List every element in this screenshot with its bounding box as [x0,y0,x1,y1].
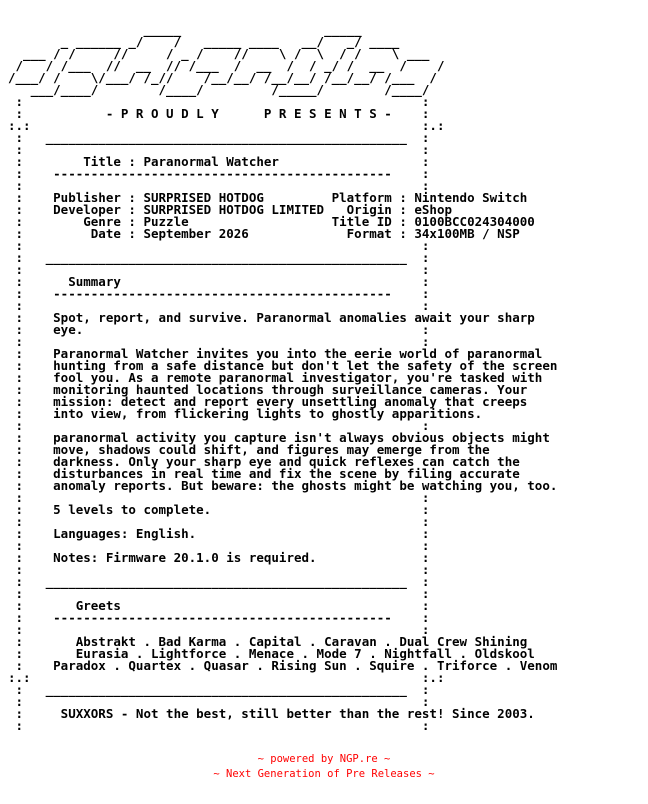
nfo-line: : Notes: Firmware 20.1.0 is required. : [8,550,445,565]
nfo-line: : anomaly reports. But beware: the ghosts might be watching you, too. [8,478,558,493]
nfo-line: : Genre : Puzzle Title ID : 0100BCC024304000 [8,214,535,229]
nfo-line: /___/ / \/___/ /_// /__/__/ /__/__/ /__/__/ /___ / [8,70,445,85]
nfo-line: : : [8,94,445,109]
nfo-line: : ________________________________________________ : [8,130,445,145]
nfo-line: : : [8,490,445,505]
nfo-line: : Paradox . Quartex . Quasar . Rising Sun . Squire . Triforce . Venom [8,658,558,673]
nfo-line: : 5 levels to complete. : [8,502,445,517]
nfo-line: : : [8,622,445,637]
nfo-line: : : [8,334,445,349]
nfo-line: : monitoring haunted locations through surveillance cameras. Your [8,382,528,397]
nfo-line: : : [8,718,445,732]
nfo-line: : darkness. Only your sharp eye and quick reflexes can catch the [8,454,520,469]
nfo-line: : Date : September 2026 Format : 34x100MB / NSP [8,226,520,241]
nfo-line: : hunting from a safe distance but don't let the safety of the screen [8,358,558,373]
nfo-line: : : [8,538,445,553]
nfo-line: :.: :.: [8,670,445,685]
nfo-line: : ________________________________________________ : [8,682,445,697]
nfo-line: : ________________________________________________ : [8,250,445,265]
nfo-line: : Greets : [8,598,445,613]
nfo-line: : fool you. As a remote paranormal investigator, you're tasked with [8,370,543,385]
nfo-line: : move, shadows could shift, and figures may emerge from the [8,442,490,457]
nfo-line: : : [8,418,445,433]
nfo-line: : Languages: English. : [8,526,445,541]
nfo-line: : Spot, report, and survive. Paranormal anomalies await your sharp [8,310,535,325]
nfo-line: _ ______ _/ / _____ ____ __/ _/ ____ [8,34,445,49]
nfo-line: : Eurasia . Lightforce . Menace . Mode 7 . Nightfall . Oldskool [8,646,535,661]
nfo-line: : Publisher : SURPRISED HOTDOG Platform : Nintendo Switch [8,190,528,205]
nfo-line: / / /___ // __ // /___ / __ / / _/ / __ / / [8,58,445,73]
nfo-line: : --------------------------------------------- : [8,166,445,181]
nfo-line: : : [8,586,445,601]
nfo-line: : : [8,562,445,577]
nfo-line: : : [8,694,445,709]
nfo-line: : : [8,178,445,193]
footer [0,752,648,782]
nfo-line: : : [8,142,445,157]
nfo-line: : --------------------------------------------- : [8,286,445,301]
nfo-text [8,12,640,732]
nfo-line: : : [8,238,445,253]
nfo-line: : --------------------------------------------- : [8,610,445,625]
nfo-line: : : [8,262,445,277]
nfo-line: : mission: detect and report every unsettling anomaly that creeps [8,394,528,409]
nfo-line: ___ / / // / _ / // \ / \ / / \ ___ [8,46,437,61]
nfo-line: : disturbances in real time and fix the scene by filing accurate [8,466,520,481]
nfo-line: : : [8,298,445,313]
nfo-line: : paranormal activity you capture isn't always obvious objects might [8,430,550,445]
nfo-line: : into view, from flickering lights to ghostly apparitions. [8,406,483,421]
footer-tagline: ~ Next Generation of Pre Releases ~ [213,768,435,780]
powered-by-link[interactable]: ~ powered by NGP.re ~ [257,753,391,765]
nfo-line: : eye. : [8,322,445,337]
nfo-line: : Summary : [8,274,445,289]
nfo-line: : Title : Paranormal Watcher : [8,154,445,169]
nfo-line: : Paranormal Watcher invites you into the eerie world of paranormal [8,346,543,361]
nfo-line: : - P R O U D L Y P R E S E N T S - : [8,106,445,121]
nfo-line: :.: :.: [8,118,445,133]
nfo-line: : ________________________________________________ : [8,574,445,589]
nfo-line: : : [8,514,445,529]
nfo-line: : SUXXORS - Not the best, still better than the rest! Since 2003. [8,706,535,721]
nfo-line: _____ _____ [8,22,445,37]
nfo-line: ___/____/ /____/ /_____/ /____/ [8,82,445,97]
nfo-line: : Abstrakt . Bad Karma . Capital . Caravan . Dual Crew Shining [8,634,528,649]
nfo-line: : Developer : SURPRISED HOTDOG LIMITED Origin : eShop [8,202,453,217]
